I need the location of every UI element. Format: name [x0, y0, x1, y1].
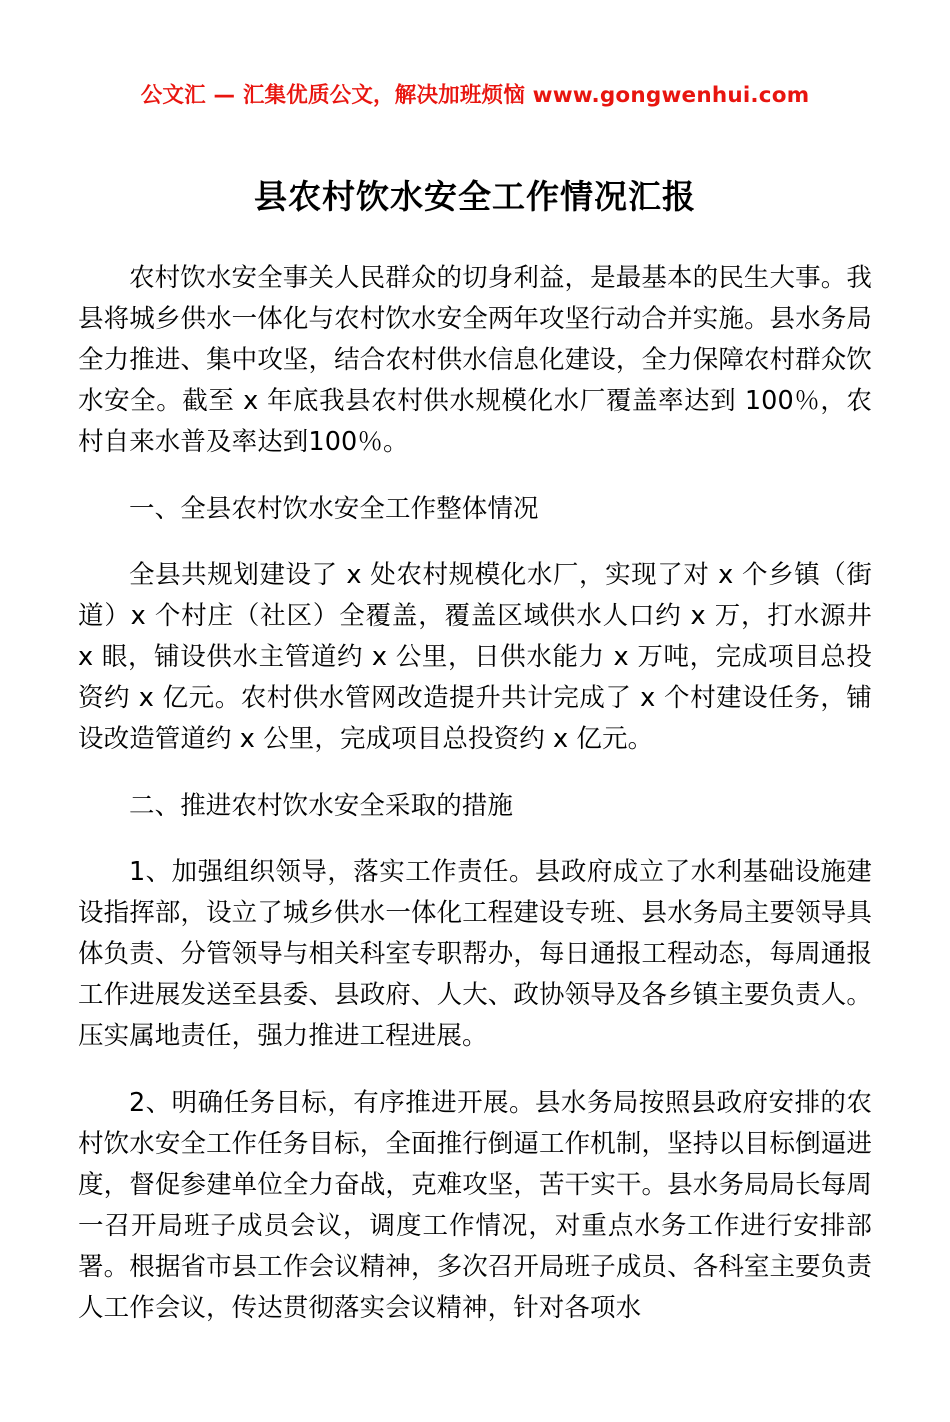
section-heading-one: 一、全县农村饮水安全工作整体情况 [129, 493, 539, 524]
paragraph: 2、明确任务目标，有序推进开展。县水务局按照县政府安排的农村饮水安全工作任务目标，全面推行倒逼工作机制，坚持以目标倒逼进度，督促参建单位全力奋战，克难攻坚，苦干实干。县水务局局长每周一召开局班子成员会议，调度工作情况，对重点水务工作进行安排部署。根据省市县工作会议精神，多次召开局班子成员、各科室主要负责人工作会议，传达贯彻落实会议精神，针对各项水 [78, 1087, 872, 1323]
section-heading-two: 二、推进农村饮水安全采取的措施 [129, 790, 514, 821]
document-body [78, 258, 872, 1329]
paragraph: 1、加强组织领导，落实工作责任。县政府成立了水利基础设施建设指挥部，设立了城乡供水一体化工程建设专班、县水务局主要领导具体负责、分管领导与相关科室专职帮办，每日通报工程动态，每周通报工作进展发送至县委、县政府、人大、政协领导及各乡镇主要负责人。压实属地责任，强力推进工程进展。 [78, 857, 872, 1051]
page-title: 县农村饮水安全工作情况汇报 [254, 177, 696, 216]
paragraph: 全县共规划建设了 x 处农村规模化水厂，实现了对 x 个乡镇（街道）x 个村庄（社区）全覆盖，覆盖区域供水人口约 x 万，打水源井 x 眼，铺设供水主管道约 x 公里，日供水能力 x 万吨，完成项目总投资约 x 亿元。农村供水管网改造提升共计完成了 x 个村建设任务，铺设改造管道约 x 公里，完成项目总投资约 x 亿元。 [78, 560, 872, 754]
paragraph: 农村饮水安全事关人民群众的切身利益，是最基本的民生大事。我县将城乡供水一体化与农村饮水安全两年攻坚行动合并实施。县水务局全力推进、集中攻坚，结合农村供水信息化建设，全力保障农村群众饮水安全。截至 x 年底我县农村供水规模化水厂覆盖率达到 100％，农村自来水普及率达到100％。 [78, 263, 872, 457]
site-watermark: 公文汇 — 汇集优质公文，解决加班烦恼 www.gongwenhui.com [140, 83, 810, 108]
document-page [0, 78, 950, 1422]
